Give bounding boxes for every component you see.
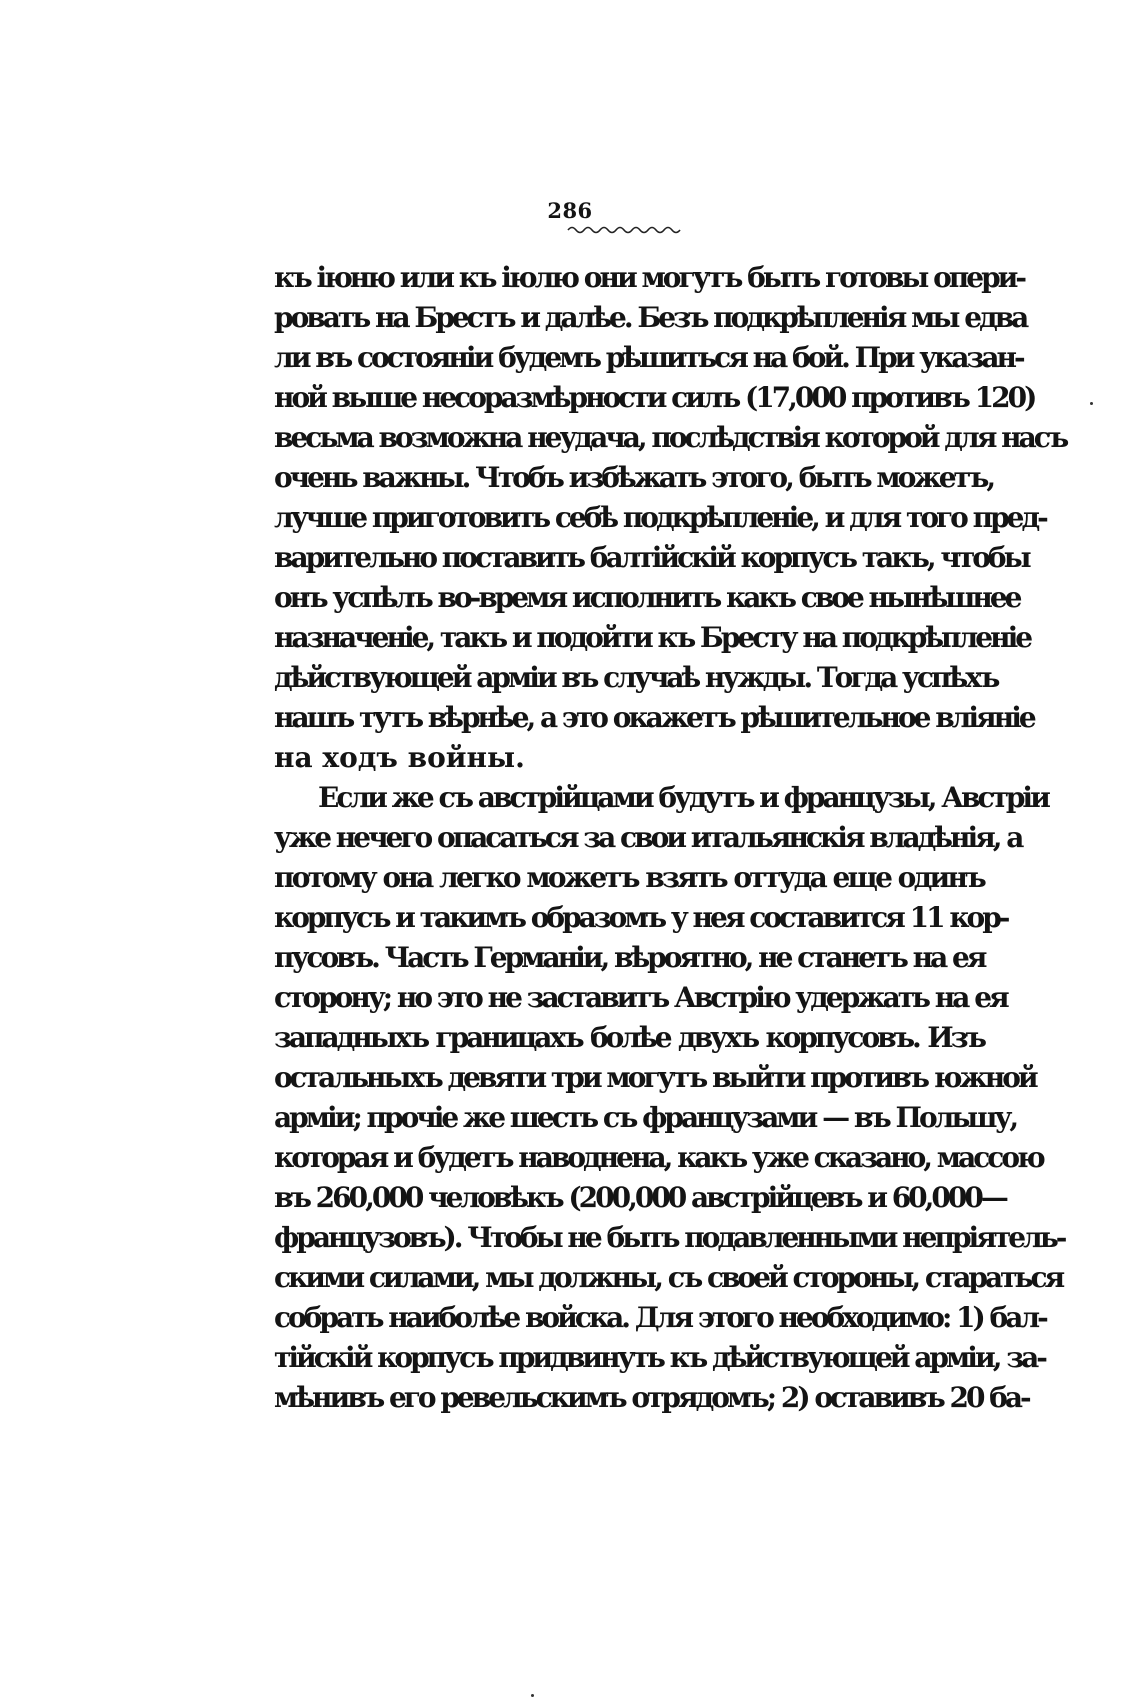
text-line: дѣйствующей арміи въ случаѣ нужды. Тогда успѣхъ bbox=[274, 661, 998, 694]
text-line: весьма возможна неудача, послѣдствія которой для насъ bbox=[274, 421, 1067, 454]
scan-speck bbox=[1090, 402, 1093, 405]
text-line: арміи; прочіе же шесть съ французами — въ Польшу, bbox=[274, 1101, 1017, 1134]
text-line: ной выше несоразмѣрности силъ (17,000 противъ 120) bbox=[274, 381, 1035, 414]
text-line: остальныхъ девяти три могутъ выйти противъ южной bbox=[274, 1061, 1036, 1094]
text-line: варительно поставить балтійскій корпусъ такъ, чтобы bbox=[274, 541, 1029, 574]
text-line: на ходъ войны. bbox=[274, 741, 525, 774]
text-line: пусовъ. Часть Германіи, вѣроятно, не станетъ на ея bbox=[274, 941, 985, 974]
text-line: назначеніе, такъ и подойти къ Бресту на подкрѣпленіе bbox=[274, 621, 1031, 654]
body-text bbox=[274, 258, 1067, 1418]
text-line: скими силами, мы должны, съ своей стороны, стараться bbox=[274, 1261, 1063, 1294]
text-line: къ іюню или къ іюлю они могутъ быть готовы опери- bbox=[274, 261, 1025, 294]
text-line: уже нечего опасаться за свои итальянскія владѣнія, а bbox=[274, 821, 1022, 854]
text-line: корпусъ и такимъ образомъ у нея составится 11 кор- bbox=[274, 901, 1008, 934]
text-line: очень важны. Чтобъ избѣжать этого, быть можетъ, bbox=[274, 461, 994, 494]
page-number: 286 bbox=[547, 198, 593, 223]
text-line: ли въ состояніи будемъ рѣшиться на бой. При указан- bbox=[274, 341, 1023, 374]
text-line: западныхъ границахъ болѣе двухъ корпусовъ. Изъ bbox=[274, 1021, 984, 1054]
text-line: сторону; но это не заставитъ Австрію удержать на ея bbox=[274, 981, 1007, 1014]
text-line: ровать на Брестъ и далѣе. Безъ подкрѣпленія мы едва bbox=[274, 301, 1027, 334]
text-line: мѣнивъ его ревельскимъ отрядомъ; 2) оставивъ 20 ба- bbox=[274, 1381, 1029, 1414]
wavy-rule-ornament bbox=[566, 222, 686, 236]
text-line: лучше приготовить себѣ подкрѣпленіе, и для того пред- bbox=[274, 501, 1046, 534]
text-line: нашъ тутъ вѣрнѣе, а это окажетъ рѣшительное вліяніе bbox=[274, 701, 1034, 734]
paragraph-1 bbox=[274, 258, 1067, 778]
text-line: въ 260,000 человѣкъ (200,000 австрійцевъ и 60,000— bbox=[274, 1181, 1006, 1214]
text-line: онъ успѣлъ во-время исполнить какъ свое нынѣшнее bbox=[274, 581, 1020, 614]
scan-speck bbox=[531, 1694, 534, 1697]
paragraph-2 bbox=[274, 778, 1065, 1418]
text-line: которая и будетъ наводнена, какъ уже сказано, массою bbox=[274, 1141, 1043, 1174]
text-line: тійскій корпусъ придвинуть къ дѣйствующей арміи, за- bbox=[274, 1341, 1045, 1374]
text-line: собрать наиболѣе войска. Для этого необходимо: 1) бал- bbox=[274, 1301, 1046, 1334]
text-line: Если же съ австрійцами будутъ и французы, Австріи bbox=[318, 781, 1048, 814]
text-line: французовъ). Чтобы не быть подавленными непріятель- bbox=[274, 1221, 1065, 1254]
text-line: потому она легко можетъ взять оттуда еще одинъ bbox=[274, 861, 984, 894]
